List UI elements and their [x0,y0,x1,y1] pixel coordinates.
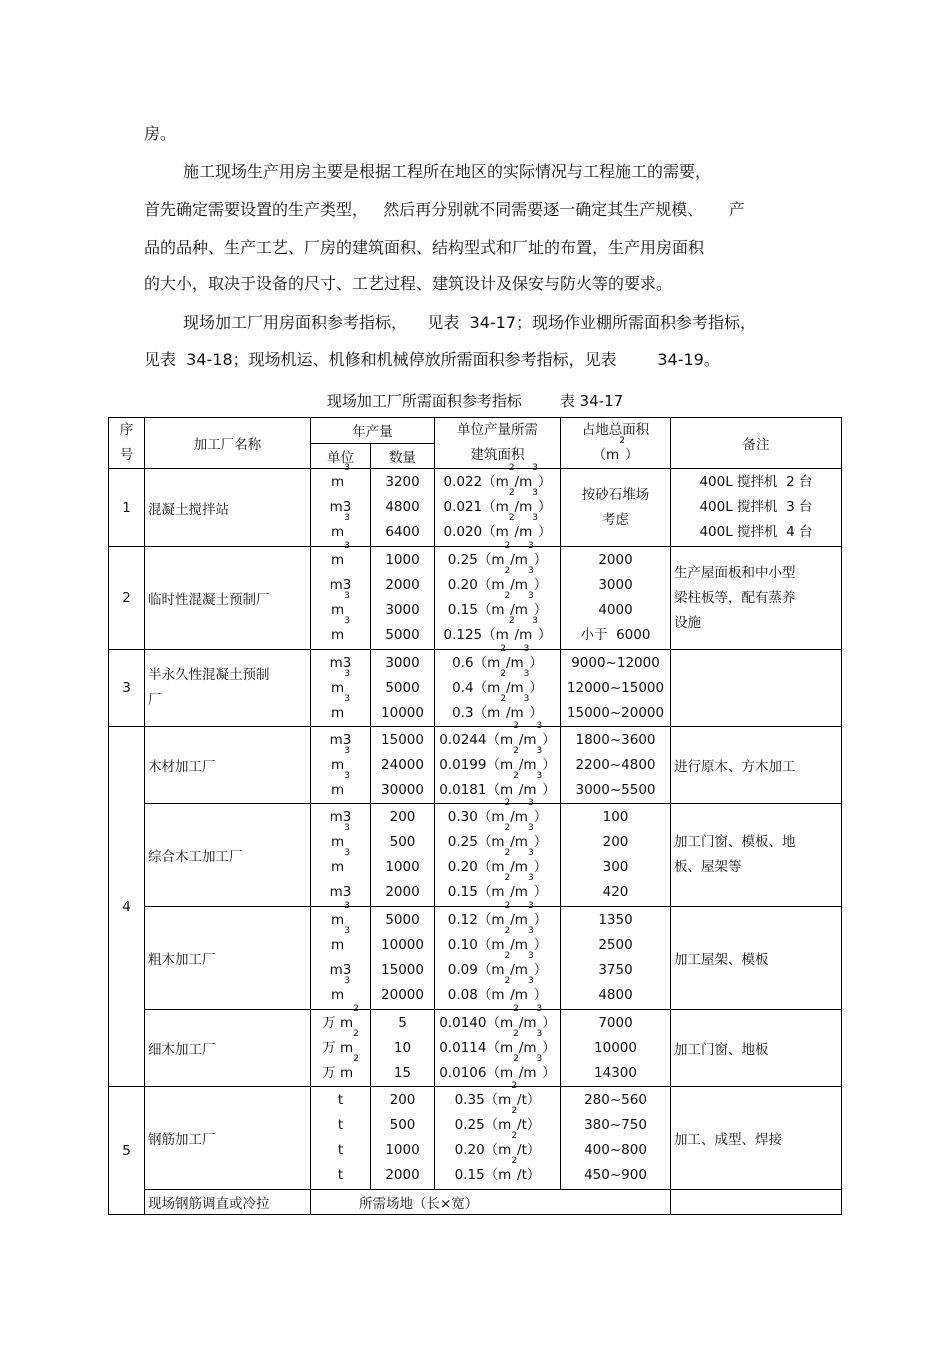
plant-name: 临时性混凝土预制厂 [145,547,311,650]
per-unit-cell: $0.25(m^2/m^3)$ $0.20(m^2/m^3)$ $0.15(m^2/m^3)$ $0.125(m^2/m^3)$ [435,547,561,650]
plant-name: 粗木加工厂 [145,907,311,1010]
header-note: 备注 [671,418,842,469]
per-unit-cell: $0.6(m^2/m^3)$ $0.4(m^2/m^3)$ $0.3(m^2/m^3)$ [435,650,561,727]
paragraph-line-3: 首先确定需要设置的生产类型， 然后再分别就不同需要逐一确定其生产规模、 产 [144,200,745,219]
unit-cell: m3 $m^3$ $m^3$ [311,650,371,727]
qty-cell: 15000 24000 30000 [371,727,435,804]
per-unit-cell: $0.022(m^2/m^3)$ $0.021(m^2/m^3)$ $0.020(m^2/m^3)$ [435,469,561,547]
seq-cell: 3 [109,650,145,727]
unit-cell: t t t t [311,1087,371,1190]
paragraph-line-2: 施工现场生产用房主要是根据工程所在地区的实际情况与工程施工的需要， [183,162,712,181]
note-cell: 进行原木、方木加工 [671,727,842,804]
qty-cell: 5000 10000 15000 20000 [371,907,435,1010]
table-title-text: 现场加工厂所需面积参考指标 [326,392,522,410]
qty-cell: 3200 4800 6400 [371,469,435,547]
header-unit: 单位 [311,443,371,469]
note-cell: 加工门窗、地板 [671,1010,842,1087]
header-annual: 年产量 [311,418,435,444]
total-cell: 按砂石堆场 考虑 [561,469,671,547]
plant-name: 现场钢筋调直或冷拉 [145,1190,311,1215]
plant-name: 混凝土搅拌站 [145,469,311,547]
header-name: 加工厂名称 [145,418,311,469]
qty-cell: 5 10 15 [371,1010,435,1087]
total-cell: 7000 10000 14300 [561,1010,671,1087]
note-cell: 400L 搅拌机 2 台 400L 搅拌机 3 台 400L 搅拌机 4 台 [671,469,842,547]
qty-cell: 200 500 1000 2000 [371,1087,435,1190]
note-cell: 生产屋面板和中小型 梁柱板等，配有蒸养 设施 [671,547,842,650]
per-unit-cell: $0.35(m^2/t)$ $0.25(m^2/t)$ $0.20(m^2/t)$ $0.15(m^2/t)$ [435,1087,561,1190]
qty-cell: 200 500 1000 2000 [371,804,435,907]
unit-cell: 万 $m^2$ 万 $m^2$ 万 $m^2$ [311,1010,371,1087]
total-cell: 1800~3600 2200~4800 3000~5500 [561,727,671,804]
note-cell [671,1190,842,1215]
plant-name: 木材加工厂 [145,727,311,804]
header-total: 占地总面积 $(m^2)$ [561,418,671,469]
plant-name: 半永久性混凝土预制 厂 [145,650,311,727]
total-cell: 1350 2500 3750 4800 [561,907,671,1010]
paragraph-line-1: 房。 [144,124,177,143]
unit-cell: m3 $m^3$ $m^3$ m3 [311,804,371,907]
note-cell: 加工、成型、焊接 [671,1087,842,1190]
unit-cell: m3 $m^3$ $m^3$ [311,727,371,804]
table-title [0,390,950,411]
seq-cell: 5 [109,1087,145,1215]
header-qty: 数量 [371,443,435,469]
total-cell: 2000 3000 4000 小于 6000 [561,547,671,650]
seq-cell: 1 [109,469,145,547]
unit-cell: $m^3$ m3 $m^3$ $m^3$ [311,547,371,650]
total-cell: 280~560 380~750 400~800 450~900 [561,1087,671,1190]
seq-cell: 2 [109,547,145,650]
per-unit-cell: $0.12(m^2/m^3)$ $0.10(m^2/m^3)$ $0.09(m^2/m^3)$ $0.08(m^2/m^3)$ [435,907,561,1010]
per-unit-cell: $0.30(m^2/m^3)$ $0.25(m^2/m^3)$ $0.20(m^2/m^3)$ $0.15(m^2/m^3)$ [435,804,561,907]
note-cell: 加工门窗、模板、地 板、屋架等 [671,804,842,907]
note-cell [671,650,842,727]
plant-name: 细木加工厂 [145,1010,311,1087]
per-unit-cell: $0.0244(m^2/m^3)$ $0.0199(m^2/m^3)$ $0.0181(m^2/m^3)$ [435,727,561,804]
paragraph-line-4: 品的品种、生产工艺、厂房的建筑面积、结构型式和厂址的布置，生产用房面积 [144,238,705,257]
plant-name: 钢筋加工厂 [145,1087,311,1190]
area-index-table [108,417,842,1215]
paragraph-line-7: 见表 34-18；现场机运、机修和机械停放所需面积参考指标，见表 34-19。 [144,350,720,369]
paragraph-line-5: 的大小，取决于设备的尺寸、工艺过程、建筑设计及保安与防火等的要求。 [144,274,673,293]
span-text-cell: 所需场地（长×宽） [311,1190,671,1215]
note-cell: 加工屋架、模板 [671,907,842,1010]
qty-cell: 1000 2000 3000 5000 [371,547,435,650]
total-cell: 100 200 300 420 [561,804,671,907]
paragraph-line-6: 现场加工厂用房面积参考指标， 见表 34-17；现场作业棚所需面积参考指标， [183,313,757,332]
header-seq: 序 号 [109,418,145,469]
plant-name: 综合木工加工厂 [145,804,311,907]
per-unit-cell: $0.0140(m^2/m^3)$ $0.0114(m^2/m^3)$ $0.0106(m^2/m^3)$ [435,1010,561,1087]
unit-cell: $m^3$ m3 $m^3$ [311,469,371,547]
table-number: 表 34-17 [559,392,624,410]
qty-cell: 3000 5000 10000 [371,650,435,727]
unit-cell: $m^3$ $m^3$ m3 $m^3$ [311,907,371,1010]
seq-cell: 4 [109,727,145,1087]
total-cell: 9000~12000 12000~15000 15000~20000 [561,650,671,727]
header-per-unit: 单位产量所需 建筑面积 [435,418,561,469]
